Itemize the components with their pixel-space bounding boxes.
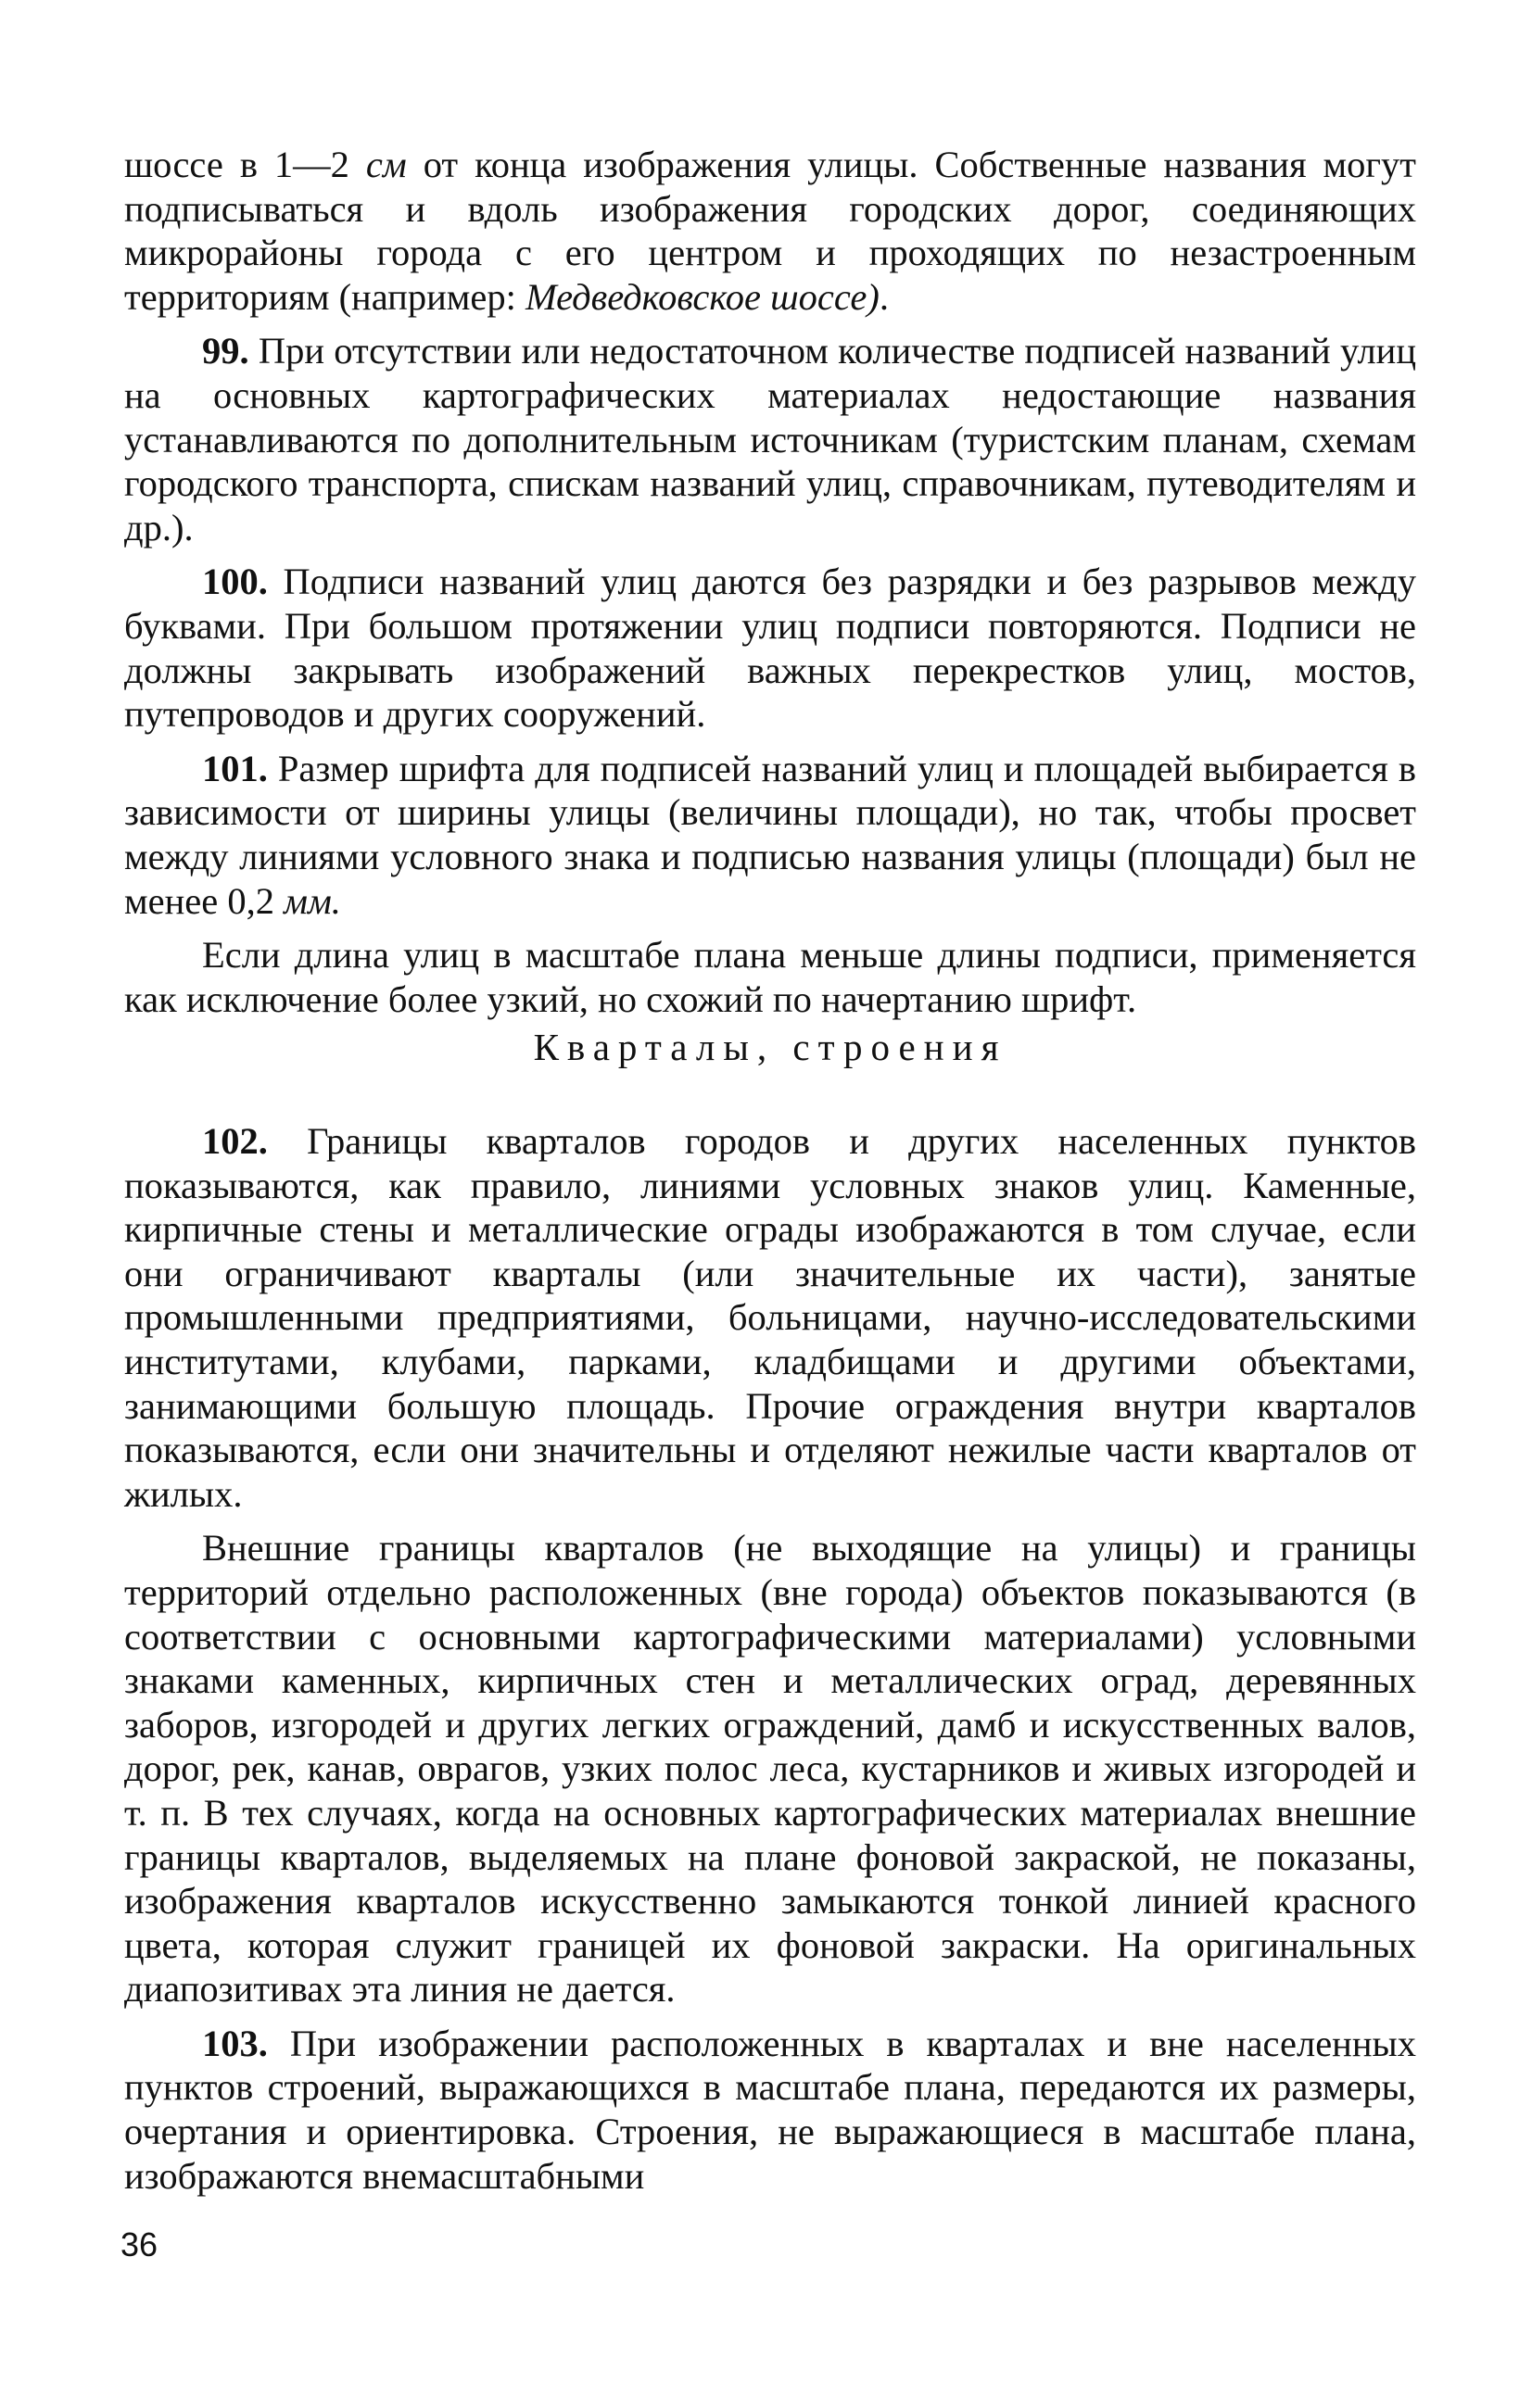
unit-italic: см: [365, 144, 407, 185]
item-number: 99.: [202, 330, 249, 372]
item-number: 100.: [202, 561, 268, 603]
paragraph-item-103: [124, 2022, 1416, 2198]
page-number: 36: [120, 2225, 158, 2263]
item-number: 103.: [202, 2022, 268, 2064]
paragraph-text: При изображении расположенных в кварталах и вне населенных пунктов строений, выражающихся в масштабе плана, передаются их размеры, очертания и ориентировка. Строения, не выражающиеся в масштабе плана, изображаются внемасштабными: [124, 2022, 1416, 2197]
paragraph-item-101: [124, 747, 1416, 923]
unit-italic: мм.: [284, 879, 341, 922]
paragraph-item-102: [124, 1119, 1416, 1516]
section-heading: Кварталы, строения: [533, 1026, 1007, 1068]
paragraph-text: Размер шрифта для подписей названий улиц и площадей выбирается в зависимости от ширины улицы (величины площади), но так, чтобы просвет между линиями условного знака и подписью названия улицы (площади) был не менее 0,2: [124, 747, 1416, 922]
paragraph-item-99: [124, 329, 1416, 549]
paragraph-item-101-continued: Если длина улиц в масштабе плана меньше длины подписи, применяется как исключение более узкий, но схожий по начертанию шрифт.: [124, 934, 1416, 1020]
text-block-lower: [124, 1119, 1416, 2198]
example-italic: Медведковское шоссе): [525, 275, 880, 318]
text-block-upper: [124, 143, 1416, 1021]
paragraph-item-100: [124, 560, 1416, 736]
item-number: 102.: [202, 1120, 268, 1162]
paragraph-text: Подписи названий улиц даются без разрядки и без разрывов между буквами. При большом протяжении улиц подписи повторяются. Подписи не должны закрывать изображений важных перекрестков улиц, мостов, путепроводов и других сооружений.: [124, 561, 1416, 736]
paragraph-item-102-continued: Внешние границы кварталов (не выходящие на улицы) и границы территорий отдельно расположенных (вне города) объектов показываются (в соответствии с основными картографическими материалами) условными знаками каменных, кирпичных стен и металлических оград, деревянных заборов, изгородей и других легких ограждений, дамб и искусственных валов, дорог, рек, канав, оврагов, узких полос леса, кустарников и живых изгородей и т. п. В тех случаях, когда на основных картографических материалах внешние границы кварталов, выделяемых на плане фоновой закраской, не показаны, изображения кварталов искусственно замыкаются тонкой линией красного цвета, которая служит границей их фоновой закраски. На оригинальных диапозитивах эта линия не дается.: [124, 1527, 1416, 2011]
paragraph-text: .: [879, 275, 889, 318]
paragraph-text: от конца изображения улицы. Собственные названия могут подписываться и вдоль изображения городских дорог, соединяющих микрорайоны города с его центром и проходящих по незастроенным территориям (например:: [124, 144, 1416, 318]
paragraph-text: шоссе в 1—2: [124, 144, 366, 185]
item-number: 101.: [202, 747, 268, 789]
paragraph-continuation: [124, 143, 1416, 319]
paragraph-text: Границы кварталов городов и других населенных пунктов показываются, как правило, линиями условных знаков улиц. Каменные, кирпичные стены и металлические ограды изображаются в том случае, если они ограничивают кварталы (или значительные их части), занятые промышленными предприятиями, больницами, научно-исследовательскими институтами, клубами, парками, кладбищами и другими объектами, занимающими большую площадь. Прочие ограждения внутри кварталов показываются, если они значительны и отделяют нежилые части кварталов от жилых.: [124, 1120, 1416, 1515]
paragraph-text: При отсутствии или недостаточном количестве подписей названий улиц на основных картографических материалах недостающие названия устанавливаются по дополнительным источникам (туристским планам, схемам городского транспорта, спискам названий улиц, справочникам, путеводителям и др.).: [124, 330, 1416, 548]
